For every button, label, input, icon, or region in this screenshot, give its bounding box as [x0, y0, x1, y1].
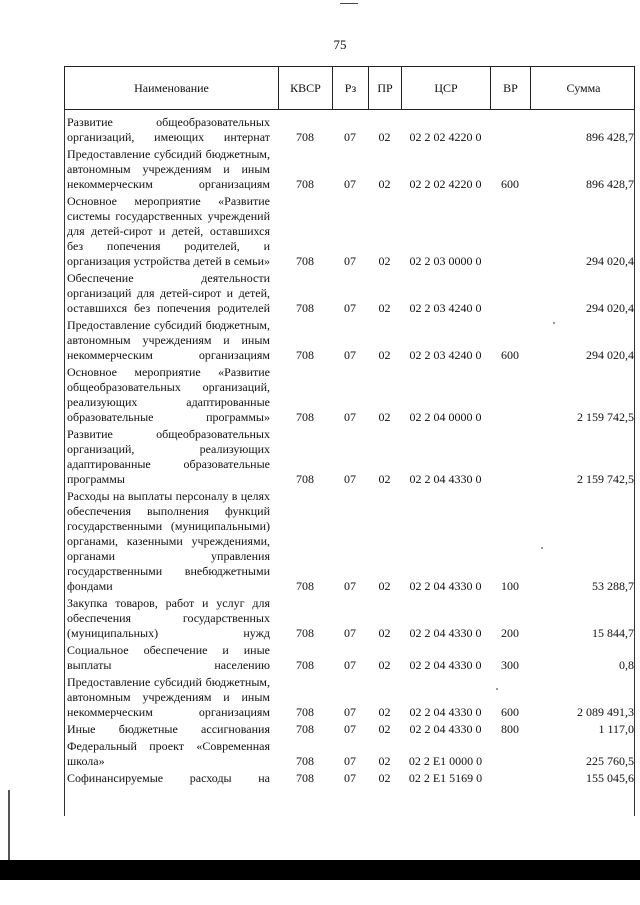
row-rz: 07	[344, 348, 356, 362]
header-rz: Рз	[333, 67, 369, 109]
row-rz: 07	[344, 130, 356, 144]
row-rz: 07	[344, 579, 356, 593]
row-vr: 200	[501, 626, 519, 640]
row-pr: 02	[378, 472, 391, 486]
scan-mark	[340, 3, 358, 4]
table-row	[64, 115, 635, 145]
row-name: Предоставление субсидий бюджетным, автономным учреждениям и иным некоммерческим организациям	[67, 147, 270, 191]
row-kvsr: 708	[296, 705, 314, 719]
row-sum: 155 045,6	[586, 771, 634, 785]
table-row	[64, 739, 635, 769]
row-csr: 02 2 02 4220 0	[409, 177, 482, 191]
row-sum: 1 117,0	[598, 722, 634, 736]
row-csr: 02 2 04 4330 0	[409, 579, 482, 593]
row-csr: 02 2 04 4330 0	[409, 658, 482, 672]
row-rz: 07	[344, 658, 356, 672]
row-kvsr: 708	[296, 177, 314, 191]
row-name: Предоставление субсидий бюджетным, автономным учреждениям и иным некоммерческим организациям	[67, 675, 270, 719]
row-pr: 02	[378, 579, 391, 593]
row-pr: 02	[378, 658, 391, 672]
row-csr: 02 2 04 4330 0	[409, 472, 482, 486]
header-name: Наименование	[65, 67, 279, 109]
row-vr: 300	[501, 658, 519, 672]
row-pr: 02	[378, 254, 391, 268]
row-kvsr: 708	[296, 771, 314, 785]
row-vr: 100	[501, 579, 519, 593]
row-kvsr: 708	[296, 410, 314, 424]
row-kvsr: 708	[296, 301, 314, 315]
row-kvsr: 708	[296, 626, 314, 640]
row-name: Основное мероприятие «Развитие общеобразовательных организаций, реализующих адаптированные образовательные программы»	[67, 365, 270, 424]
table-row	[64, 194, 635, 269]
row-pr: 02	[378, 722, 391, 736]
row-pr: 02	[378, 754, 391, 768]
row-sum: 2 159 742,5	[577, 410, 634, 424]
row-name: Социальное обеспечение и иные выплаты населению	[67, 643, 270, 672]
row-name: Закупка товаров, работ и услуг для обеспечения государственных (муниципальных) нужд	[67, 596, 270, 640]
table-row	[64, 271, 635, 316]
row-kvsr: 708	[296, 722, 314, 736]
row-pr: 02	[378, 705, 391, 719]
row-pr: 02	[378, 301, 391, 315]
row-rz: 07	[344, 754, 356, 768]
table-row	[64, 427, 635, 487]
row-csr: 02 2 04 4330 0	[409, 626, 482, 640]
row-kvsr: 708	[296, 579, 314, 593]
row-csr: 02 2 E1 5169 0	[408, 771, 483, 785]
row-rz: 07	[344, 177, 356, 191]
row-vr: 800	[501, 722, 519, 736]
row-sum: 53 288,7	[592, 579, 634, 593]
row-csr: 02 2 04 0000 0	[409, 410, 482, 424]
row-sum: 2 089 491,3	[577, 705, 634, 719]
row-pr: 02	[378, 626, 391, 640]
table-header	[64, 66, 635, 110]
row-kvsr: 708	[296, 658, 314, 672]
table-row	[64, 147, 635, 192]
row-csr: 02 2 03 4240 0	[409, 348, 482, 362]
row-sum: 294 020,4	[586, 348, 634, 362]
row-csr: 02 2 03 4240 0	[409, 301, 482, 315]
table-body	[64, 113, 635, 786]
row-rz: 07	[344, 722, 356, 736]
row-csr: 02 2 E1 0000 0	[408, 754, 483, 768]
table-row	[64, 489, 635, 594]
header-pr: ПР	[369, 67, 402, 109]
row-rz: 07	[344, 705, 356, 719]
scan-bottom-bar	[0, 860, 640, 880]
row-csr: 02 2 04 4330 0	[409, 722, 482, 736]
row-pr: 02	[378, 771, 391, 785]
row-rz: 07	[344, 254, 356, 268]
row-vr: 600	[501, 705, 519, 719]
row-kvsr: 708	[296, 472, 314, 486]
row-kvsr: 708	[296, 348, 314, 362]
table-row	[64, 365, 635, 425]
header-vr: ВР	[491, 67, 531, 109]
row-pr: 02	[378, 130, 391, 144]
row-csr: 02 2 02 4220 0	[409, 130, 482, 144]
row-sum: 0,8	[619, 658, 634, 672]
row-csr: 02 2 03 0000 0	[409, 254, 482, 268]
row-kvsr: 708	[296, 754, 314, 768]
table-row	[64, 722, 635, 737]
table-row	[64, 318, 635, 363]
row-name: Иные бюджетные ассигнования	[67, 722, 270, 736]
row-name: Предоставление субсидий бюджетным, автономным учреждениям и иным некоммерческим организациям	[67, 318, 270, 362]
row-rz: 07	[344, 472, 356, 486]
scan-dot	[553, 322, 555, 324]
row-vr: 600	[501, 348, 519, 362]
row-kvsr: 708	[296, 254, 314, 268]
row-name: Федеральный проект «Современная школа»	[67, 739, 270, 768]
table-row	[64, 596, 635, 641]
row-sum: 225 760,5	[586, 754, 634, 768]
row-csr: 02 2 04 4330 0	[409, 705, 482, 719]
row-name: Софинансируемые расходы на	[67, 771, 270, 785]
header-csr: ЦСР	[402, 67, 491, 109]
header-sum: Сумма	[566, 80, 601, 95]
scan-dot	[496, 688, 498, 690]
row-rz: 07	[344, 626, 356, 640]
row-name: Обеспечение деятельности организаций для детей-сирот и детей, оставшихся без попечения родителей	[67, 271, 270, 315]
row-sum: 294 020,4	[586, 254, 634, 268]
row-sum: 294 020,4	[586, 301, 634, 315]
table-row	[64, 771, 635, 786]
row-vr: 600	[501, 177, 519, 191]
table-row	[64, 643, 635, 673]
row-pr: 02	[378, 410, 391, 424]
row-name: Развитие общеобразовательных организаций, имеющих интернат	[67, 115, 270, 144]
row-sum: 896 428,7	[586, 130, 634, 144]
row-sum: 15 844,7	[592, 626, 634, 640]
row-pr: 02	[378, 348, 391, 362]
row-rz: 07	[344, 410, 356, 424]
row-sum: 2 159 742,5	[577, 472, 634, 486]
header-kvsr: КВСР	[279, 67, 333, 109]
row-sum: 896 428,7	[586, 177, 634, 191]
table-row	[64, 675, 635, 720]
row-kvsr: 708	[296, 130, 314, 144]
page-number: 75	[333, 37, 347, 52]
row-name: Расходы на выплаты персоналу в целях обеспечения выполнения функций государственными (муниципальными) органами, казенными учреждениями, органами управления государственными внебюджетными фондами	[67, 489, 270, 593]
row-rz: 07	[344, 771, 356, 785]
row-name: Развитие общеобразовательных организаций, реализующих адаптированные образовательные программы	[67, 427, 270, 486]
row-name: Основное мероприятие «Развитие системы государственных учреждений для детей-сирот и детей, оставшихся без попечения родителей, и организация устройства детей в семьи»	[67, 194, 270, 268]
row-rz: 07	[344, 301, 356, 315]
row-pr: 02	[378, 177, 391, 191]
scan-dot	[541, 547, 543, 549]
scan-edge	[8, 790, 10, 860]
